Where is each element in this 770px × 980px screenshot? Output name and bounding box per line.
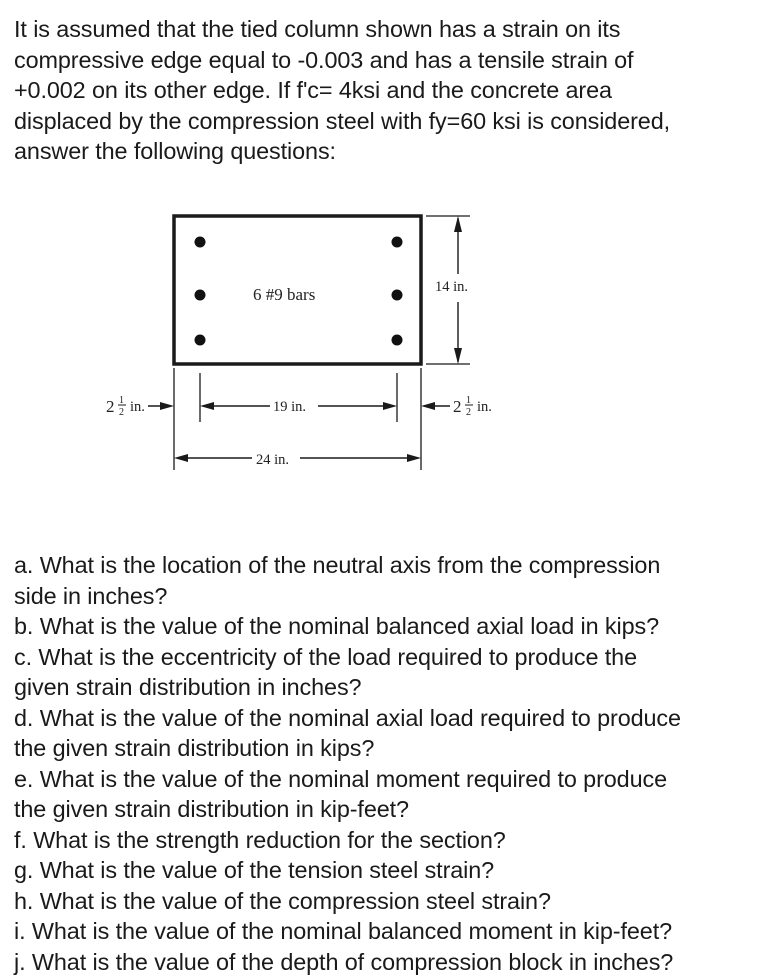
rebar-dot bbox=[195, 237, 206, 248]
arrowhead bbox=[454, 348, 462, 364]
rebar-dot bbox=[392, 237, 403, 248]
statement-line: It is assumed that the tied column shown has a strain on its bbox=[14, 16, 621, 42]
inner-width-label: 19 in. bbox=[273, 399, 307, 415]
question-line: d. What is the value of the nominal axial load required to produce bbox=[14, 704, 681, 731]
left-cover-label: in. bbox=[130, 399, 145, 415]
arrowhead bbox=[200, 402, 214, 410]
question-line: the given strain distribution in kips? bbox=[14, 735, 375, 761]
question-line: f. What is the strength reduction for the section? bbox=[14, 826, 506, 853]
question-line: i. What is the value of the nominal balanced moment in kip-feet? bbox=[14, 918, 672, 944]
right-cover-label: in. bbox=[477, 399, 492, 415]
left-cover-whole: 2 bbox=[106, 397, 115, 416]
rebar-dot bbox=[195, 335, 206, 346]
statement-line: compressive edge equal to -0.003 and has a tensile strain of bbox=[14, 46, 634, 73]
statement-line: answer the following questions: bbox=[14, 138, 336, 164]
question-line: given strain distribution in inches? bbox=[14, 674, 362, 700]
right-cover-whole: 2 bbox=[453, 397, 462, 416]
right-cover-numerator: 1 bbox=[466, 395, 471, 406]
right-cover-denominator: 2 bbox=[466, 407, 471, 418]
arrowhead bbox=[160, 402, 174, 410]
arrowhead bbox=[174, 454, 188, 462]
left-cover-denominator: 2 bbox=[119, 407, 124, 418]
arrowhead bbox=[407, 454, 421, 462]
question-line: b. What is the value of the nominal balanced axial load in kips? bbox=[14, 613, 660, 639]
rebar-dot bbox=[195, 290, 206, 301]
question-line: e. What is the value of the nominal moment required to produce bbox=[14, 765, 667, 792]
question-line: the given strain distribution in kip-feet? bbox=[14, 796, 409, 822]
question-line: a. What is the location of the neutral axis from the compression bbox=[14, 552, 661, 578]
arrowhead bbox=[421, 402, 435, 410]
question-list bbox=[14, 550, 759, 977]
extension-lines bbox=[174, 368, 421, 470]
question-line: c. What is the eccentricity of the load required to produce the bbox=[14, 643, 637, 670]
left-cover-numerator: 1 bbox=[119, 395, 124, 406]
question-line: h. What is the value of the compression steel strain? bbox=[14, 887, 551, 914]
question-line: j. What is the value of the depth of compression block in inches? bbox=[14, 948, 674, 975]
rebar-dot bbox=[392, 335, 403, 346]
statement-line: displaced by the compression steel with fy=60 ksi is considered, bbox=[14, 107, 671, 134]
total-width-label: 24 in. bbox=[256, 452, 290, 468]
arrowhead bbox=[383, 402, 397, 410]
rebar-dot bbox=[392, 290, 403, 301]
bars-label: 6 #9 bars bbox=[253, 285, 316, 304]
arrowhead bbox=[454, 216, 462, 232]
question-line: g. What is the value of the tension steel strain? bbox=[14, 857, 495, 883]
height-label: 14 in. bbox=[435, 279, 469, 295]
question-line: side in inches? bbox=[14, 582, 168, 609]
statement-line: +0.002 on its other edge. If f'c= 4ksi and the concrete area bbox=[14, 77, 612, 103]
